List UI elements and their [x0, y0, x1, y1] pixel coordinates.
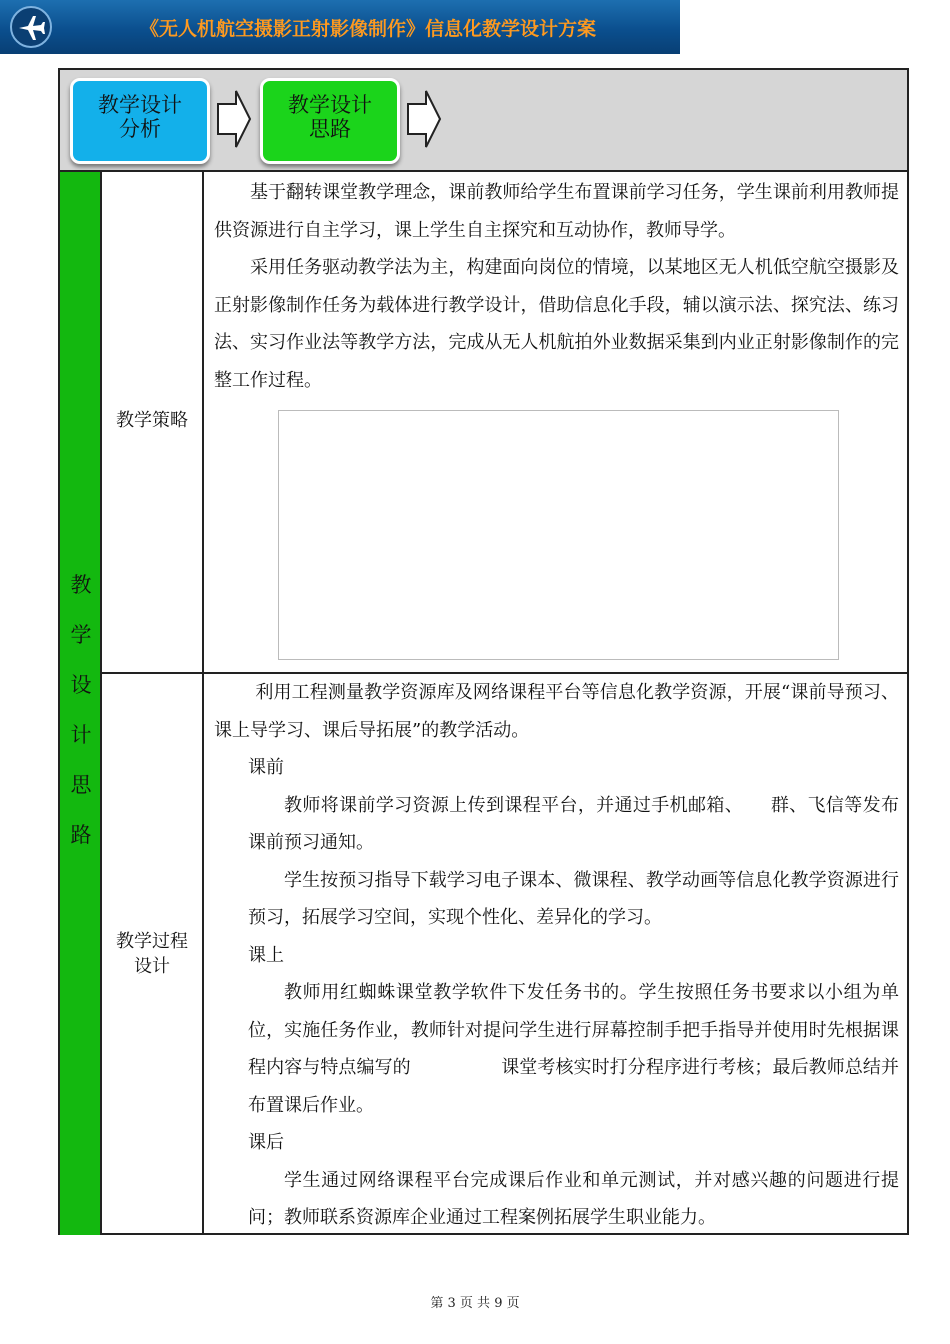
strategy-diagram-image: [278, 410, 839, 660]
process-intro: 利用工程测量教学资源库及网络课程平台等信息化教学资源，开展“课前导预习、课上导学习、课后导拓展”的教学活动。: [214, 682, 899, 741]
strategy-content-cell: [204, 172, 907, 672]
section-after-title: 课后: [248, 1132, 284, 1153]
arrow-right-icon: [406, 88, 442, 150]
section-before-paragraph: 学生按预习指导下载学习电子课本、微课程、教学动画等信息化教学资源进行预习，拓展学习空间，实现个性化、差异化的学习。: [248, 869, 899, 928]
step-analysis-line2: 分析: [119, 117, 161, 141]
side-category-cell: [60, 172, 102, 1235]
step-bar: [60, 70, 907, 172]
document-title: 《无人机航空摄影正射影像制作》信息化教学设计方案: [140, 18, 597, 40]
step-analysis-line1: 教学设计: [98, 93, 182, 117]
strategy-paragraph: 基于翻转课堂教学理念，课前教师给学生布置课前学习任务，学生课前利用教师提供资源进行自主学习，课上学生自主探究和互动协作，教师导学。: [214, 182, 899, 241]
step-thinking-line2: 思路: [309, 117, 351, 141]
process-label: 教学过程 设计: [116, 931, 188, 977]
section-during-paragraph: 教师用红蜘蛛课堂教学软件下发任务书的。学生按照任务书要求以小组为单位，实施任务作业，教师针对提问学生进行屏幕控制手把手指导并使用时先根据课程内容与特点编写的 课堂考核实时打分程序进行考核；最后教师总结并布置课后作业。: [248, 982, 899, 1116]
step-thinking-line1: 教学设计: [288, 93, 372, 117]
process-label-cell: [102, 672, 204, 1235]
strategy-paragraph: 采用任务驱动教学法为主，构建面向岗位的情境，以某地区无人机低空航空摄影及正射影像制作任务为载体进行教学设计，借助信息化手段，辅以演示法、探究法、练习法、实习作业法等教学方法，完成从无人机航拍外业数据采集到内业正射影像制作的完整工作过程。: [214, 257, 899, 391]
page-number: 第 3 页 共 9 页: [430, 1296, 520, 1311]
design-table: [58, 68, 909, 1235]
section-before-title: 课前: [248, 757, 284, 778]
strategy-label: 教学策略: [116, 410, 188, 431]
step-thinking[interactable]: [260, 78, 400, 164]
airplane-icon: [10, 6, 52, 48]
process-content-cell: [204, 672, 907, 1235]
section-after-paragraph: 学生通过网络课程平台完成课后作业和单元测试，并对感兴趣的问题进行提问；教师联系资源库企业通过工程案例拓展学生职业能力。: [248, 1169, 899, 1228]
section-during-title: 课上: [248, 944, 284, 966]
step-analysis[interactable]: [70, 78, 210, 164]
section-before-paragraph: 教师将课前学习资源上传到课程平台，并通过手机邮箱、 群、飞信等发布课前预习通知。: [248, 794, 899, 853]
header-banner: [0, 0, 680, 54]
strategy-label-cell: [102, 172, 204, 672]
arrow-right-icon: [216, 88, 252, 150]
side-category-label: 教 学 设 计 思 路: [70, 573, 92, 847]
